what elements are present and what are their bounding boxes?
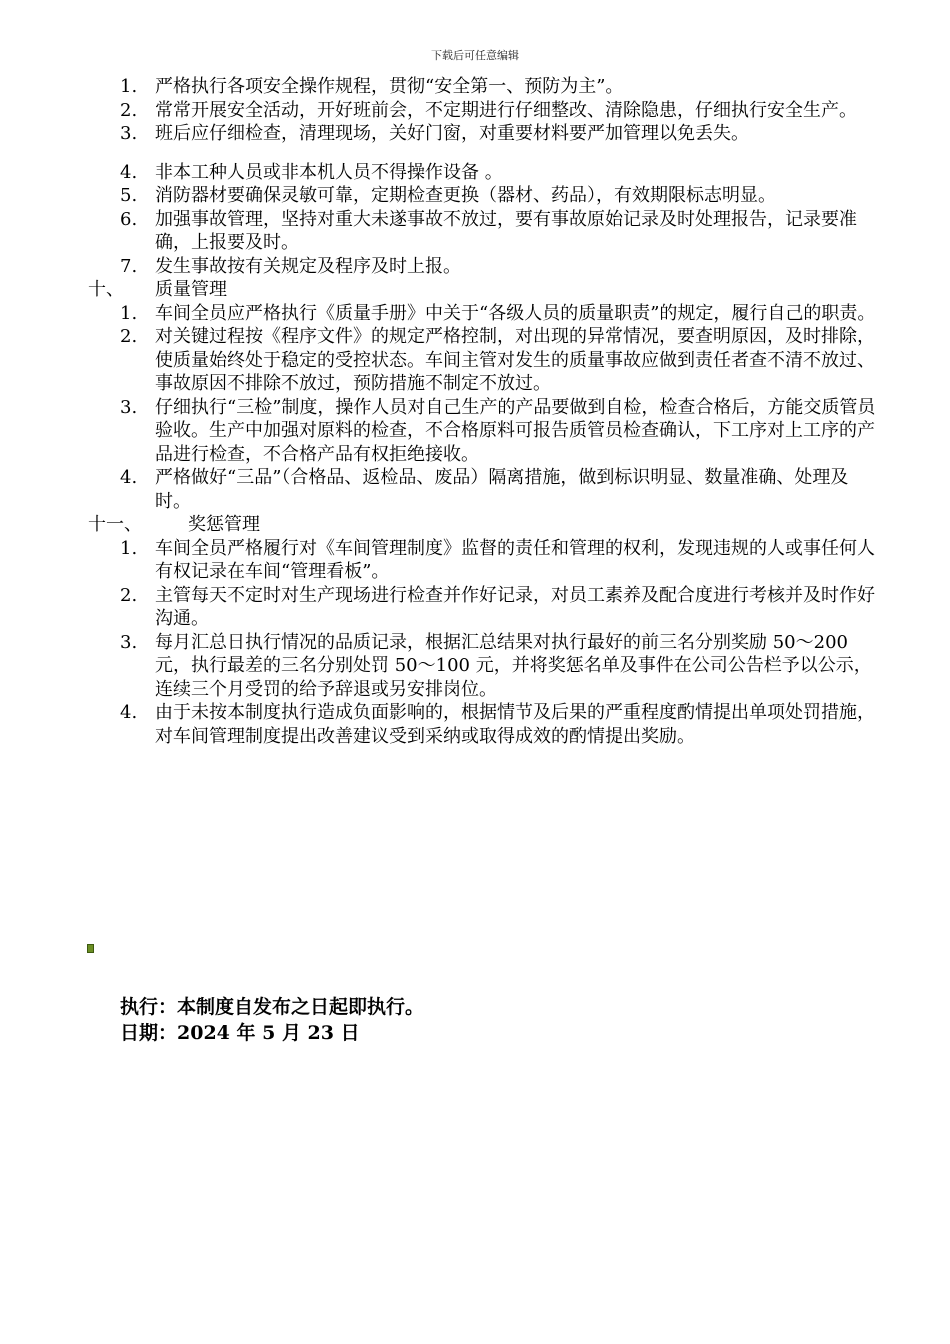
item-number: 1. [120,302,138,324]
section-title: 质量管理 [155,279,227,300]
list-item [0,75,950,99]
item-number: 3. [120,396,138,418]
item-number: 2. [120,326,138,347]
item-number: 6. [120,208,138,230]
item-number: 4. [120,161,138,183]
list-item [0,584,950,631]
item-text: 加强事故管理，坚持对重大未遂事故不放过，要有事故原始记录及时处理报告，记录要准确，上报要及时。 [155,208,857,253]
section-heading-quality [0,278,950,302]
item-number: 3. [120,123,138,144]
document-footer [120,994,424,1046]
list-item [0,99,950,123]
item-text: 仔细执行“三检”制度，操作人员对自己生产的产品要做到自检，检查合格后，方能交质管员验收。生产中加强对原料的检查，不合格原料可报告质管员检查确认，下工序对上工序的产品进行检查，不合格产品有权拒绝接收。 [155,396,876,465]
list-item [0,302,950,326]
item-text: 车间全员严格履行对《车间管理制度》监督的责任和管理的权利，发现违规的人或事任何人有权记录在车间“管理看板”。 [155,537,875,582]
section-number: 十、 [88,279,124,300]
item-text: 严格做好“三品”（合格品、返检品、废品）隔离措施，做到标识明显、数量准确、处理及时。 [155,467,849,512]
list-item [0,631,950,702]
list-item [0,208,950,255]
document-date: 日期：2024 年 5 月 23 日 [120,1022,360,1044]
list-item [0,325,950,396]
item-text: 主管每天不定时对生产现场进行检查并作好记录，对员工素养及配合度进行考核并及时作好沟通。 [155,584,875,629]
header-note: 下载后可任意编辑 [431,49,519,62]
paragraph-gap [0,146,950,161]
item-number: 1. [120,76,138,97]
paragraph-mark-icon [87,944,94,953]
execution-statement: 执行：本制度自发布之日起即执行。 [120,996,425,1018]
item-text: 非本工种人员或非本机人员不得操作设备 。 [155,161,503,183]
item-text: 由于未按本制度执行造成负面影响的，根据情节及后果的严重程度酌情提出单项处罚措施，对车间管理制度提出改善建议受到采纳或取得成效的酌情提出奖励。 [155,702,875,747]
item-number: 2. [120,99,138,121]
item-text: 对关键过程按《程序文件》的规定严格控制，对出现的异常情况，要查明原因，及时排除，使质量始终处于稳定的受控状态。车间主管对发生的质量事故应做到责任者查不清不放过、事故原因不排除不放过，预防措施不制定不放过。 [155,326,875,394]
section-heading-rewards [0,513,950,537]
list-item [0,466,950,513]
list-item [0,537,950,584]
item-text: 常常开展安全活动，开好班前会，不定期进行仔细整改、清除隐患，仔细执行安全生产。 [155,99,857,121]
item-number: 4. [120,467,138,488]
list-item [0,161,950,185]
item-text: 发生事故按有关规定及程序及时上报。 [155,255,461,277]
list-item [0,255,950,279]
item-number: 4. [120,702,138,723]
item-text: 严格执行各项安全操作规程，贯彻“安全第一、预防为主”。 [155,76,624,97]
item-text: 车间全员应严格执行《质量手册》中关于“各级人员的质量职责”的规定，履行自己的职责。 [155,302,876,324]
list-item [0,701,950,748]
item-number: 2. [120,584,138,606]
section-title: 奖惩管理 [188,514,260,535]
document-body [0,75,950,748]
section-number: 十一、 [88,514,142,535]
list-item [0,122,950,146]
item-text: 每月汇总日执行情况的品质记录，根据汇总结果对执行最好的前三名分别奖励 50～200 元，执行最差的三名分别处罚 50～100 元，并将奖惩名单及事件在公司公告栏予以公示，连续三个月受罚的给予辞退或另安排岗位。 [155,631,872,700]
list-item [0,184,950,208]
item-number: 1. [120,537,138,559]
item-number: 5. [120,185,138,206]
item-text: 消防器材要确保灵敏可靠，定期检查更换（器材、药品），有效期限标志明显。 [155,185,776,206]
item-number: 7. [120,255,138,277]
item-number: 3. [120,631,138,653]
list-item [0,396,950,467]
item-text: 班后应仔细检查，清理现场，关好门窗，对重要材料要严加管理以免丢失。 [155,123,749,144]
